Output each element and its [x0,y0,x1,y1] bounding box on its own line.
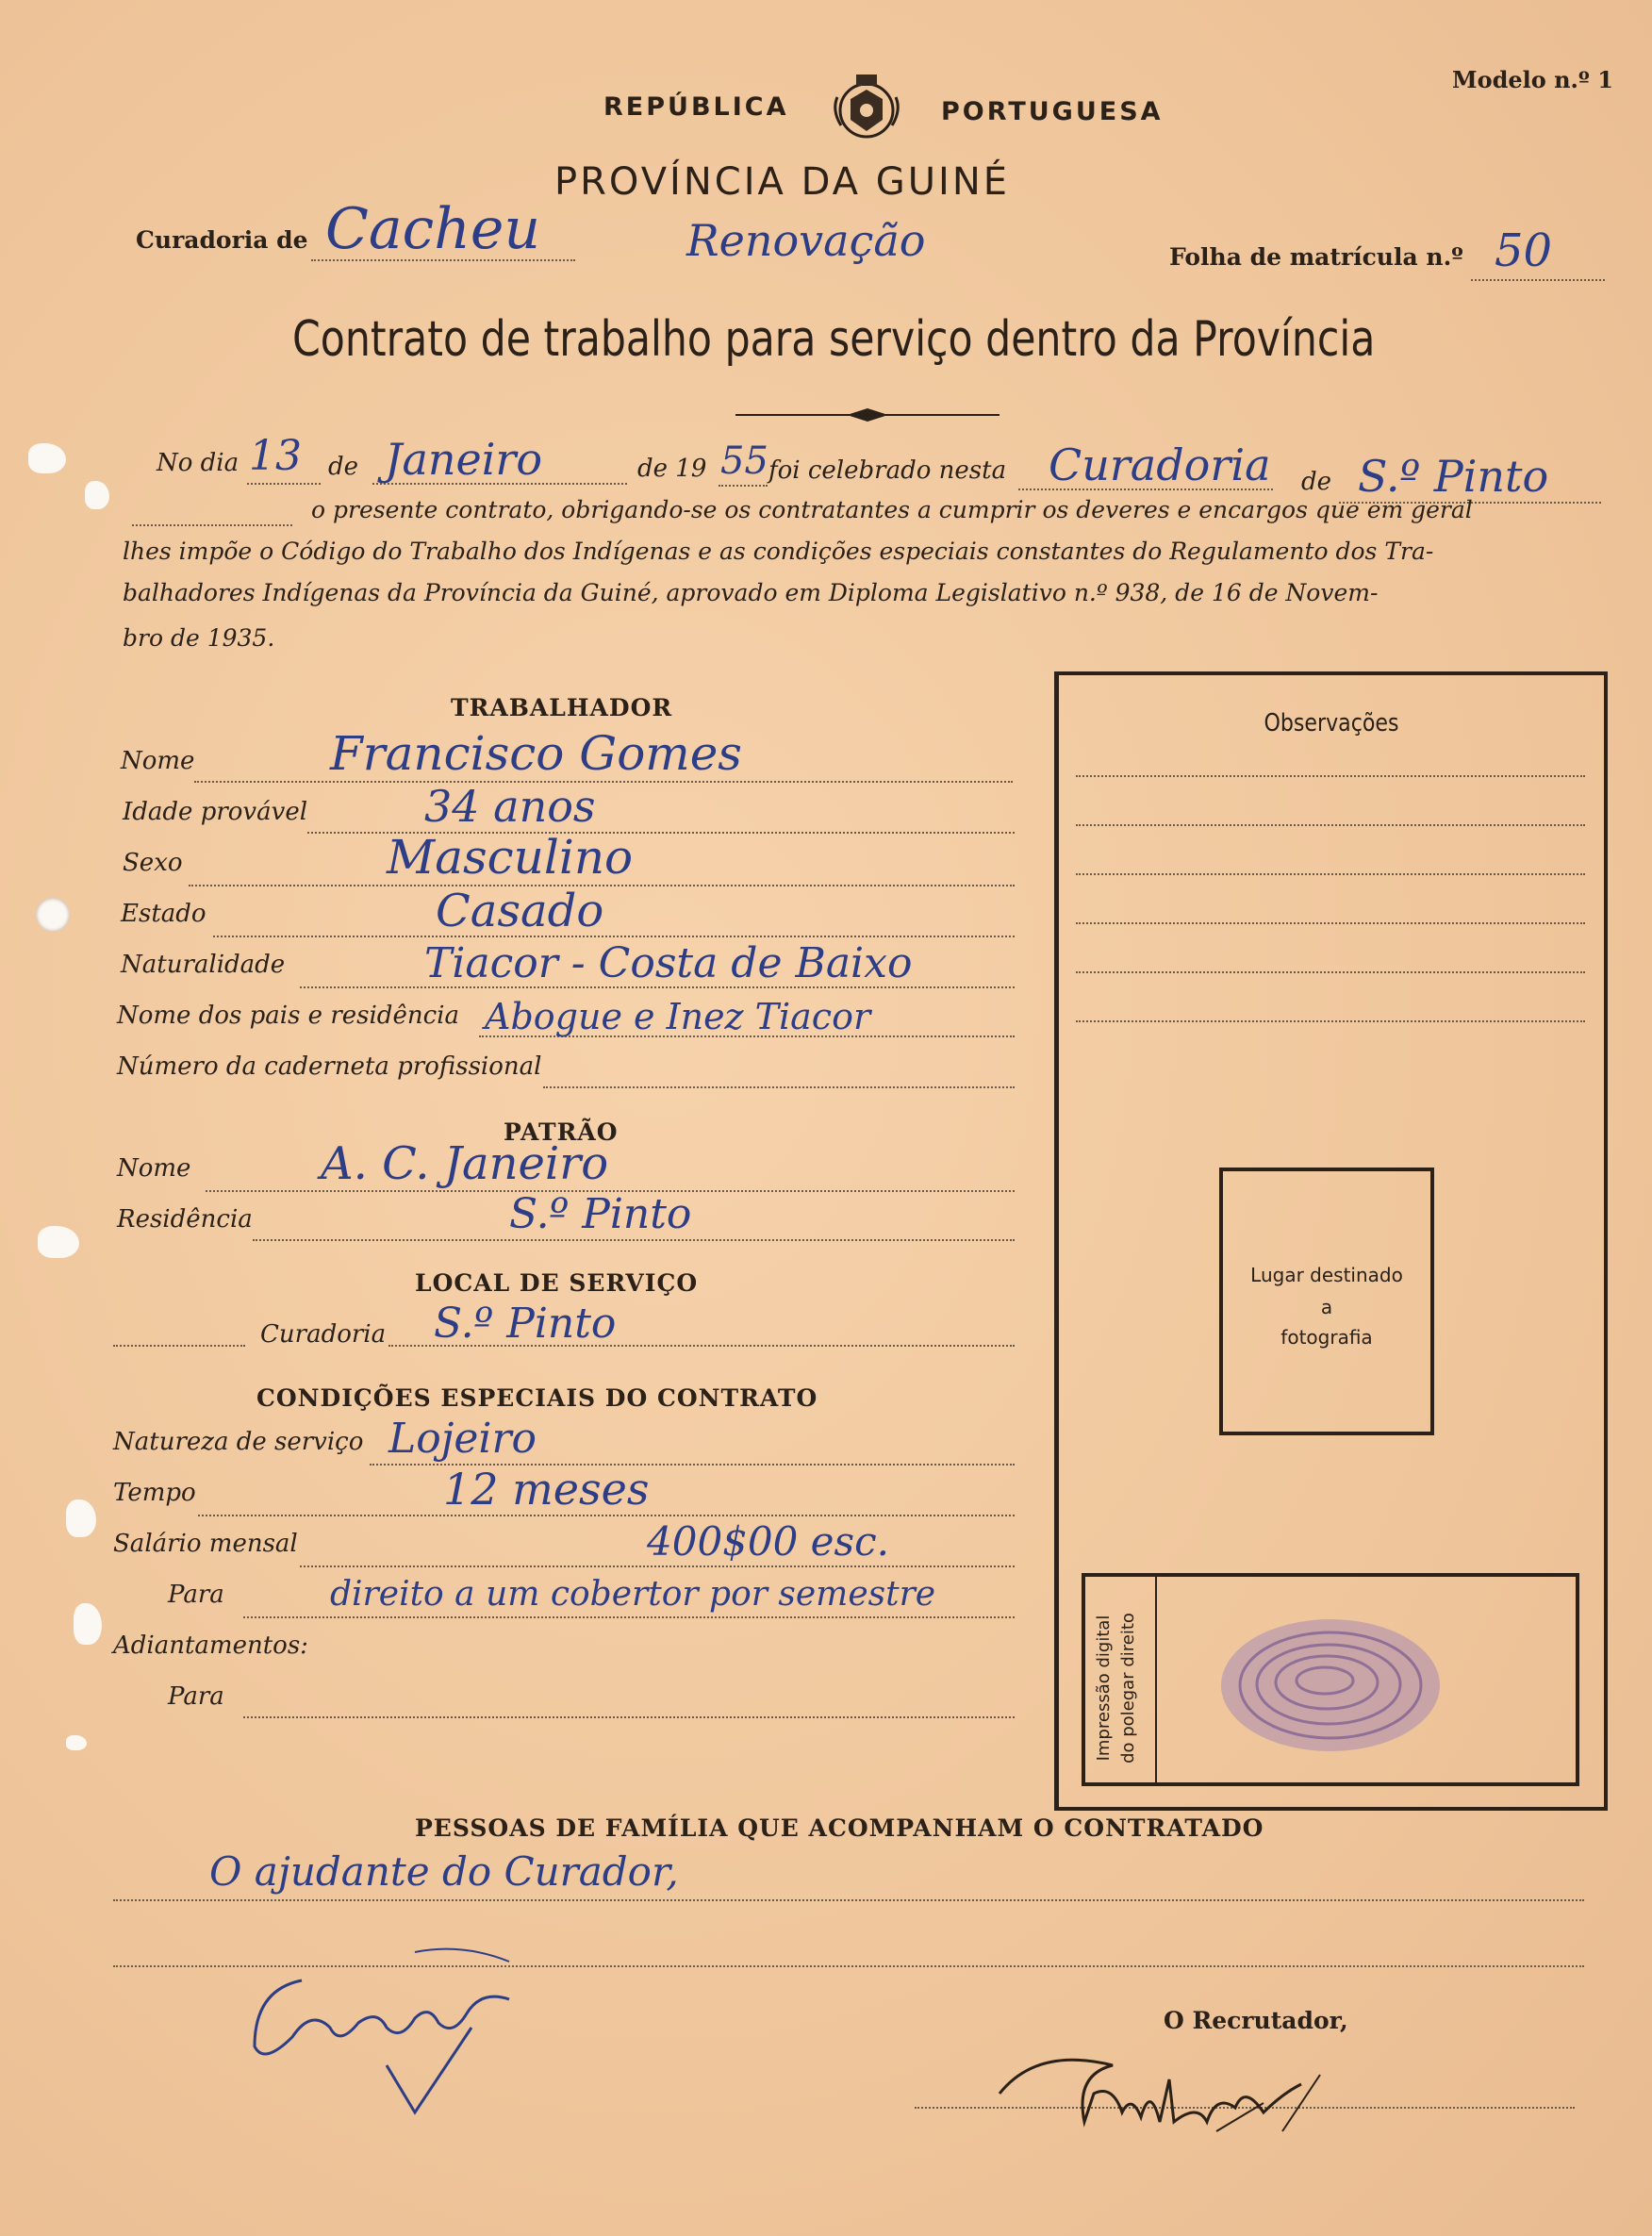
curadoria-value: Cacheu [325,196,541,262]
photo-placeholder [1219,1168,1434,1435]
folha-value: 50 [1495,224,1553,277]
condicoes-heading: CONDIÇÕES ESPECIAIS DO CONTRATO [256,1384,818,1412]
intro-mes-value: Janeiro [385,434,543,485]
patrao-heading: PATRÃO [504,1118,619,1146]
contract-title: Contrato de trabalho para serviço dentro da Província [292,311,1376,368]
field-label: Residência [117,1205,253,1234]
paper-tear [66,1499,96,1537]
intro-sede-value: S.º Pinto [1358,451,1549,502]
trabalhador-nome-value: Francisco Gomes [330,726,742,781]
curator-signature [226,1924,641,2122]
local-servico-heading: LOCAL DE SERVIÇO [415,1269,699,1297]
trabalhador-sexo-value: Masculino [387,830,634,885]
modelo-number: Modelo n.º 1 [1452,66,1613,93]
intro-line3: lhes impõe o Código do Trabalho dos Indígenas e as condições especiais constantes do Regulamento dos Tra- [123,538,1434,565]
dotted-line [543,1086,1015,1088]
paper-tear [66,1735,87,1750]
familia-heading: PESSOAS DE FAMÍLIA QUE ACOMPANHAM O CONTRATADO [415,1814,1264,1842]
dotted-line [1471,279,1605,281]
dotted-line [1076,971,1585,973]
trabalhador-estado-value: Casado [436,885,604,937]
dotted-line [213,936,1015,937]
condicoes-tempo-value: 12 meses [443,1464,650,1515]
thumbprint-icon [1217,1615,1444,1756]
intro-local-value: Curadoria [1049,439,1271,490]
field-label: Para [168,1581,224,1609]
dotted-line [113,1899,1584,1901]
dotted-line [1076,775,1585,777]
folha-label: Folha de matrícula n.º [1169,243,1463,271]
local-curadoria-value: S.º Pinto [434,1300,617,1348]
field-label: Adiantamentos: [113,1631,308,1660]
field-label: Naturalidade [121,951,286,979]
provincia-title: PROVÍNCIA DA GUINÉ [554,160,1011,204]
dotted-line [253,1239,1015,1241]
curadoria-label: Curadoria de [136,226,308,254]
republica-left: REPÚBLICA [603,92,789,122]
trabalhador-pais-value: Abogue e Inez Tiacor [485,996,871,1037]
condicoes-salario-value: 400$00 esc. [647,1518,889,1565]
dotted-line [243,1616,1015,1618]
dotted-line [1076,824,1585,826]
dotted-line [1076,873,1585,875]
observacoes-heading: Observações [1264,709,1399,737]
condicoes-natureza-value: Lojeiro [388,1415,537,1463]
republica-right: PORTUGUESA [941,97,1164,126]
dotted-line [132,524,292,526]
observacoes-box [1054,671,1608,1811]
intro-line4: balhadores Indígenas da Província da Guiné, aprovado em Diploma Legislativo n.º 938, de 16 de Novem- [123,579,1379,606]
intro-line2: o presente contrato, obrigando-se os contratantes a cumprir os deveres e encargos que em geral [311,496,1473,523]
field-label: Para [168,1682,224,1711]
condicoes-para-value: direito a um cobertor por semestre [330,1575,936,1614]
intro-de1: de [328,453,359,481]
thumbprint-label-column [1083,1577,1157,1782]
paper-tear [85,481,109,509]
dotted-line [719,485,768,487]
patrao-nome-value: A. C. Janeiro [321,1137,609,1190]
field-label: Tempo [113,1479,196,1507]
intro-line5: bro de 1935. [123,624,275,652]
familia-value: O ajudante do Curador, [209,1848,679,1895]
coat-of-arms-icon [828,71,905,144]
dotted-line [1076,922,1585,924]
local-curadoria-label: Curadoria [260,1320,387,1349]
field-label: Nome [117,1154,191,1183]
ornament-divider [735,406,999,424]
binder-hole [36,898,70,932]
renovacao-note: Renovação [686,215,926,266]
dotted-line [194,781,1013,783]
thumbprint-label-1: Impressão digital [1094,1615,1114,1762]
field-label: Nome dos pais e residência [117,1002,459,1030]
photo-label-1: Lugar destinado [1250,1264,1403,1286]
patrao-residencia-value: S.º Pinto [509,1190,692,1238]
dotted-line [198,1515,1015,1516]
intro-no-dia: No dia [157,449,240,477]
dotted-line [113,1345,245,1347]
dotted-line [1076,1020,1585,1022]
field-label: Sexo [123,849,183,877]
intro-de-19: de 19 [637,455,707,483]
field-label: Natureza de serviço [113,1428,364,1456]
photo-label-2: a [1320,1296,1333,1318]
thumbprint-label-2: do polegar direito [1118,1613,1138,1764]
field-label: Nome [121,747,195,775]
dotted-line [247,483,321,485]
recrutador-label: O Recrutador, [1164,2007,1348,2034]
field-label: Idade provável [123,798,308,826]
photo-label-3: fotografia [1280,1326,1373,1349]
thumbprint-label [1092,1589,1141,1787]
intro-ano-value: 55 [720,439,768,483]
intro-foi: foi celebrado nesta [768,456,1007,485]
recruiter-signature [981,2028,1358,2150]
trabalhador-idade-value: 34 anos [424,781,596,832]
trabalhador-naturalidade-value: Tiacor - Costa de Baixo [424,939,913,987]
field-label: Estado [121,900,206,928]
paper-tear [28,443,66,473]
trabalhador-heading: TRABALHADOR [451,694,673,721]
field-label: Salário mensal [113,1530,298,1558]
field-label: Número da caderneta profissional [117,1052,542,1081]
intro-de2: de [1301,468,1332,496]
thumbprint-box [1082,1573,1579,1786]
paper-tear [74,1603,102,1645]
paper-tear [38,1226,79,1258]
dotted-line [300,1565,1015,1567]
dotted-line [243,1716,1015,1718]
intro-dia-value: 13 [249,432,302,480]
